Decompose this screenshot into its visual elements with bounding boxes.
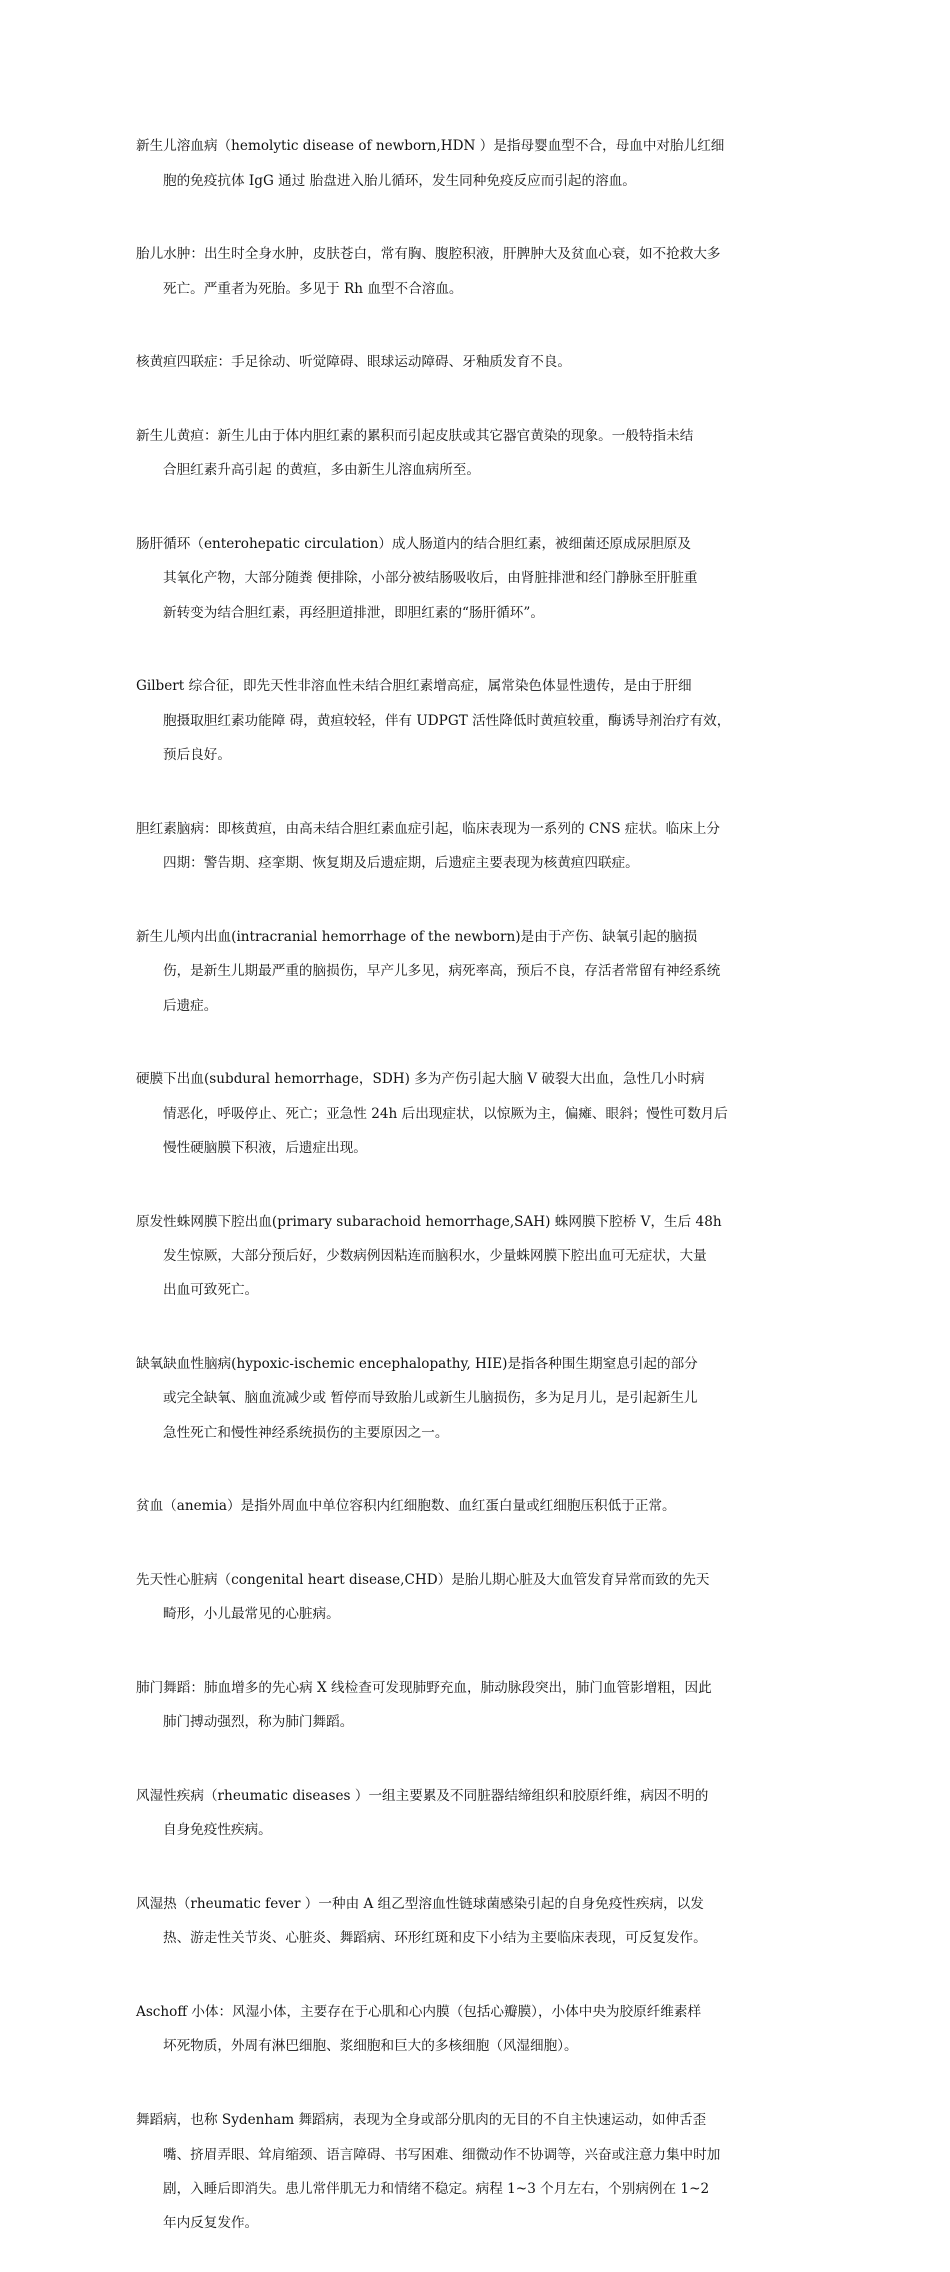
entry-line: 伤，是新生儿期最严重的脑损伤，早产儿多见，病死率高，预后不良，存活者常留有神经系统: [163, 963, 721, 980]
entry-line: 新转变为结合胆红素，再经胆道排泄，即胆红素的“肠肝循环”。: [163, 604, 544, 621]
entry-line: 肠肝循环（enterohepatic circulation）成人肠道内的结合胆红素，被细菌还原成尿胆原及: [136, 535, 691, 552]
entry-aschoff-body: [136, 1987, 826, 2073]
entry-line: 贫血（anemia）是指外周血中单位容积内红细胞数、血红蛋白量或红细胞压积低于正常。: [136, 1498, 676, 1515]
entry-line: 硬膜下出血(subdural hemorrhage，SDH) 多为产伤引起大脑 V 破裂大出血，急性几小时病: [136, 1071, 705, 1088]
entry-gilbert-syndrome: [136, 661, 826, 781]
entry-line: 畸形，小儿最常见的心脏病。: [163, 1606, 340, 1623]
entry-line: 新生儿溶血病（hemolytic disease of newborn,HDN ）是指母婴血型不合，母血中对胎儿红细: [136, 138, 725, 155]
entry-line: 原发性蛛网膜下腔出血(primary subarachoid hemorrhage,SAH) 蛛网膜下腔桥 V，生后 48h: [136, 1213, 722, 1230]
entry-line: 其氧化产物，大部分随粪 便排除，小部分被结肠吸收后，由肾脏排泄和经门静脉至肝脏重: [163, 570, 698, 587]
entry-anemia: [136, 1481, 826, 1533]
entry-line: 新生儿黄疸：新生儿由于体内胆红素的累积而引起皮肤或其它器官黄染的现象。一般特指未结: [136, 427, 694, 444]
entry-intracranial-hemorrhage: [136, 912, 826, 1032]
entry-bilirubin-encephalopathy: [136, 804, 826, 890]
entry-rheumatic-diseases: [136, 1771, 826, 1857]
entry-chd: [136, 1555, 826, 1641]
entry-enterohepatic-circulation: [136, 519, 826, 639]
entry-line: 情恶化，呼吸停止、死亡；亚急性 24h 后出现症状，以惊厥为主，偏瘫、眼斜；慢性可数月后: [163, 1105, 728, 1122]
entry-line: 慢性硬脑膜下积液，后遗症出现。: [163, 1139, 367, 1156]
entry-line: 坏死物质，外周有淋巴细胞、浆细胞和巨大的多核细胞（风湿细胞）。: [163, 2038, 578, 2055]
entry-chorea: [136, 2095, 826, 2250]
entry-kernicterus-tetrad: [136, 337, 826, 389]
entry-line: 核黄疸四联症：手足徐动、听觉障碍、眼球运动障碍、牙釉质发育不良。: [136, 354, 571, 371]
entry-line: 胞的免疫抗体 IgG 通过 胎盘进入胎儿循环，发生同种免疫反应而引起的溶血。: [163, 172, 636, 189]
entry-line: 自身免疫性疾病。: [163, 1822, 272, 1839]
entry-line: 肺门搏动强烈，称为肺门舞蹈。: [163, 1714, 354, 1731]
entry-neonatal-jaundice: [136, 411, 826, 497]
entry-line: 舞蹈病，也称 Sydenham 舞蹈病，表现为全身或部分肌肉的无目的不自主快速运动，如伸舌歪: [136, 2112, 707, 2129]
entry-line: Aschoff 小体：风湿小体，主要存在于心肌和心内膜（包括心瓣膜），小体中央为胶原纤维素样: [136, 2004, 702, 2021]
entry-line: 剧，入睡后即消失。患儿常伴肌无力和情绪不稳定。病程 1~3 个月左右，个别病例在 1~2: [163, 2180, 710, 2197]
entry-line: 出血可致死亡。: [163, 1282, 259, 1299]
entry-hie: [136, 1339, 826, 1459]
entry-line: 胎儿水肿：出生时全身水肿，皮肤苍白，常有胸、腹腔积液，肝脾肿大及贫血心衰，如不抢救大多: [136, 246, 721, 263]
entry-line: 热、游走性关节炎、心脏炎、舞蹈病、环形红斑和皮下小结为主要临床表现，可反复发作。: [163, 1930, 707, 1947]
entry-line: 新生儿颅内出血(intracranial hemorrhage of the newborn)是由于产伤、缺氧引起的脑损: [136, 928, 698, 945]
entry-hdn: [136, 121, 826, 207]
entry-line: Gilbert 综合征，即先天性非溶血性未结合胆红素增高症，属常染色体显性遗传，是由于肝细: [136, 678, 692, 695]
entry-line: 急性死亡和慢性神经系统损伤的主要原因之一。: [163, 1424, 449, 1441]
entry-line: 风湿性疾病（rheumatic diseases ）一组主要累及不同脏器结缔组织和胶原纤维，病因不明的: [136, 1788, 709, 1805]
entry-line: 胞摄取胆红素功能障 碍，黄疸较轻，伴有 UDPGT 活性降低时黄疸较重，酶诱导剂治疗有效，: [163, 712, 731, 729]
entry-line: 四期：警告期、痉挛期、恢复期及后遗症期，后遗症主要表现为核黄疸四联症。: [163, 855, 639, 872]
entry-subdural-hemorrhage: [136, 1054, 826, 1174]
entry-line: 缺氧缺血性脑病(hypoxic-ischemic encephalopathy, HIE)是指各种围生期窒息引起的部分: [136, 1355, 698, 1372]
entry-line: 预后良好。: [163, 747, 231, 764]
entry-line: 胆红素脑病：即核黄疸，由高未结合胆红素血症引起，临床表现为一系列的 CNS 症状。临床上分: [136, 820, 720, 837]
document-page: [136, 121, 826, 2272]
entry-line: 年内反复发作。: [163, 2215, 259, 2232]
entry-line: 嘴、挤眉弄眼、耸肩缩颈、语言障碍、书写困难、细微动作不协调等，兴奋或注意力集中时加: [163, 2146, 721, 2163]
entry-line: 风湿热（rheumatic fever ）一种由 A 组乙型溶血性链球菌感染引起的自身免疫性疾病，以发: [136, 1896, 704, 1913]
entry-line: 后遗症。: [163, 997, 218, 1014]
entry-hilar-dance: [136, 1663, 826, 1749]
entry-subarachnoid-hemorrhage: [136, 1196, 826, 1316]
entry-hydrops-fetalis: [136, 229, 826, 315]
entry-line: 肺门舞蹈：肺血增多的先心病 X 线检查可发现肺野充血，肺动脉段突出，肺门血管影增粗，因此: [136, 1680, 712, 1697]
entry-line: 死亡。严重者为死胎。多见于 Rh 血型不合溶血。: [163, 280, 463, 297]
entry-rheumatic-fever: [136, 1879, 826, 1965]
entry-line: 合胆红素升高引起 的黄疸，多由新生儿溶血病所至。: [163, 462, 480, 479]
entry-line: 或完全缺氧、脑血流减少或 暂停而导致胎儿或新生儿脑损伤，多为足月儿，是引起新生儿: [163, 1390, 698, 1407]
entry-line: 发生惊厥，大部分预后好，少数病例因粘连而脑积水，少量蛛网膜下腔出血可无症状，大量: [163, 1247, 707, 1264]
entry-line: 先天性心脏病（congenital heart disease,CHD）是胎儿期心脏及大血管发育异常而致的先天: [136, 1572, 710, 1589]
